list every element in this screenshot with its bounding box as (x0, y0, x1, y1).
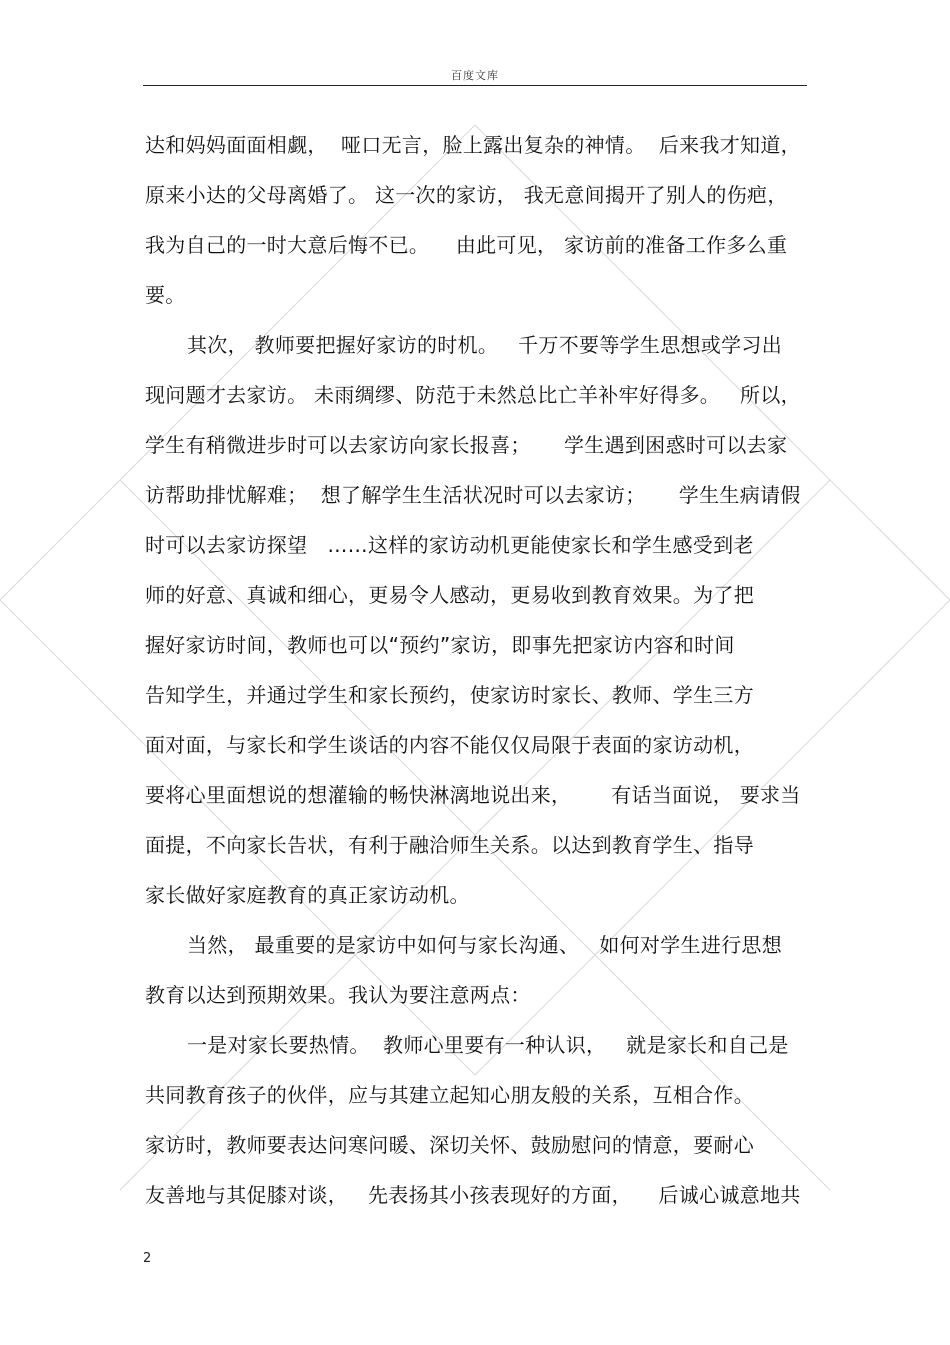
text-line: 学生有稍微进步时可以去家访向家长报喜； 学生遇到困惑时可以去家 (145, 433, 788, 457)
text-line: 一是对家长要热情。 教师心里要有一种认识， 就是家长和自己是 (187, 1033, 789, 1057)
text-line: 我为自己的一时大意后悔不已。 由此可见， 家访前的准备工作多么重 (145, 233, 788, 257)
text-line: 原来小达的父母离婚了。 这一次的家访， 我无意间揭开了别人的伤疤， (145, 183, 788, 207)
header-title: 百度文库 (451, 69, 499, 82)
text-line: 时可以去家访探望 ……这样的家访动机更能使家长和学生感受到老 (145, 533, 754, 557)
text-line: 面对面，与家长和学生谈话的内容不能仅仅局限于表面的家访动机， (145, 733, 754, 757)
text-line: 友善地与其促膝对谈， 先表扬其小孩表现好的方面， 后诚心诚意地共 (145, 1183, 801, 1207)
body-text (145, 120, 810, 1220)
text-line: 师的好意、真诚和细心，更易令人感动，更易收到教育效果。为了把 (145, 583, 754, 607)
text-line: 当然， 最重要的是家访中如何与家长沟通、 如何对学生进行思想 (187, 933, 783, 957)
text-line: 家访时，教师要表达问寒问暖、深切关怀、鼓励慰问的情意，要耐心 (145, 1133, 754, 1157)
text-line: 共同教育孩子的伙伴，应与其建立起知心朋友般的关系，互相合作。 (145, 1083, 754, 1107)
text-line: 其次， 教师要把握好家访的时机。 千万不要等学生思想或学习出 (187, 333, 783, 357)
text-line: 要将心里面想说的想灌输的畅快淋漓地说出来， 有话当面说， 要求当 (145, 783, 801, 807)
text-line: 告知学生，并通过学生和家长预约，使家访时家长、教师、学生三方 (145, 683, 754, 707)
text-line: 现问题才去家访。 未雨绸缪、防范于未然总比亡羊补牢好得多。 所以， (145, 383, 801, 407)
text-line: 要。 (145, 283, 186, 307)
text-line: 教育以达到预期效果。我认为要注意两点： (145, 983, 531, 1007)
page-number: 2 (143, 1251, 152, 1266)
text-line: 握好家访时间，教师也可以“预约”家访，即事先把家访内容和时间 (145, 633, 735, 657)
text-line: 家长做好家庭教育的真正家访动机。 (145, 883, 470, 907)
header-divider (143, 85, 807, 86)
text-line: 面提，不向家长告状，有利于融洽师生关系。以达到教育学生、指导 (145, 833, 754, 857)
text-line: 访帮助排忧解难； 想了解学生生活状况时可以去家访； 学生生病请假 (145, 483, 801, 507)
text-line: 达和妈妈面面相觑， 哑口无言，脸上露出复杂的神情。 后来我才知道， (145, 133, 801, 157)
